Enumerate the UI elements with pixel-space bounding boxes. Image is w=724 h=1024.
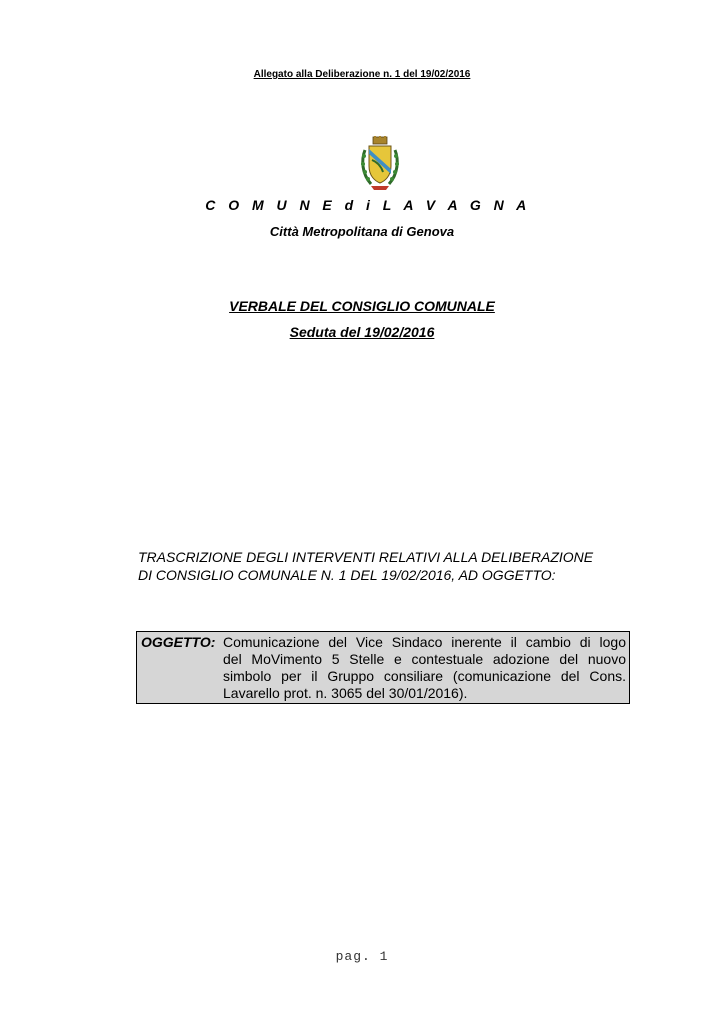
subject-box <box>136 631 630 704</box>
subject-text-line: Comunicazione del Vice Sindaco inerente il cambio di logo <box>223 634 626 650</box>
subject-text-line: Lavarello prot. n. 3065 del 30/01/2016). <box>223 685 468 701</box>
municipality-title: C O M U N E d i L A V A G N A <box>205 197 531 213</box>
minutes-title: VERBALE DEL CONSIGLIO COMUNALE <box>229 298 495 314</box>
municipal-coat-of-arms-icon <box>359 136 401 192</box>
transcription-heading <box>138 548 628 584</box>
transcription-line: DI CONSIGLIO COMUNALE N. 1 DEL 19/02/2016, AD OGGETTO: <box>138 567 556 583</box>
metropolitan-city-subtitle: Città Metropolitana di Genova <box>269 224 455 239</box>
page-number: pag. 1 <box>335 949 389 964</box>
attachment-note: Allegato alla Deliberazione n. 1 del 19/02/2016 <box>253 69 471 80</box>
transcription-line: TRASCRIZIONE DEGLI INTERVENTI RELATIVI ALLA DELIBERAZIONE <box>138 549 594 565</box>
subject-text-line: simbolo per il Gruppo consiliare (comunicazione del Cons. <box>223 668 626 684</box>
subject-text-line: del MoVimento 5 Stelle e contestuale adozione del nuovo <box>223 651 626 667</box>
subject-label: OGGETTO: <box>141 634 216 650</box>
session-date: Seduta del 19/02/2016 <box>289 324 435 340</box>
